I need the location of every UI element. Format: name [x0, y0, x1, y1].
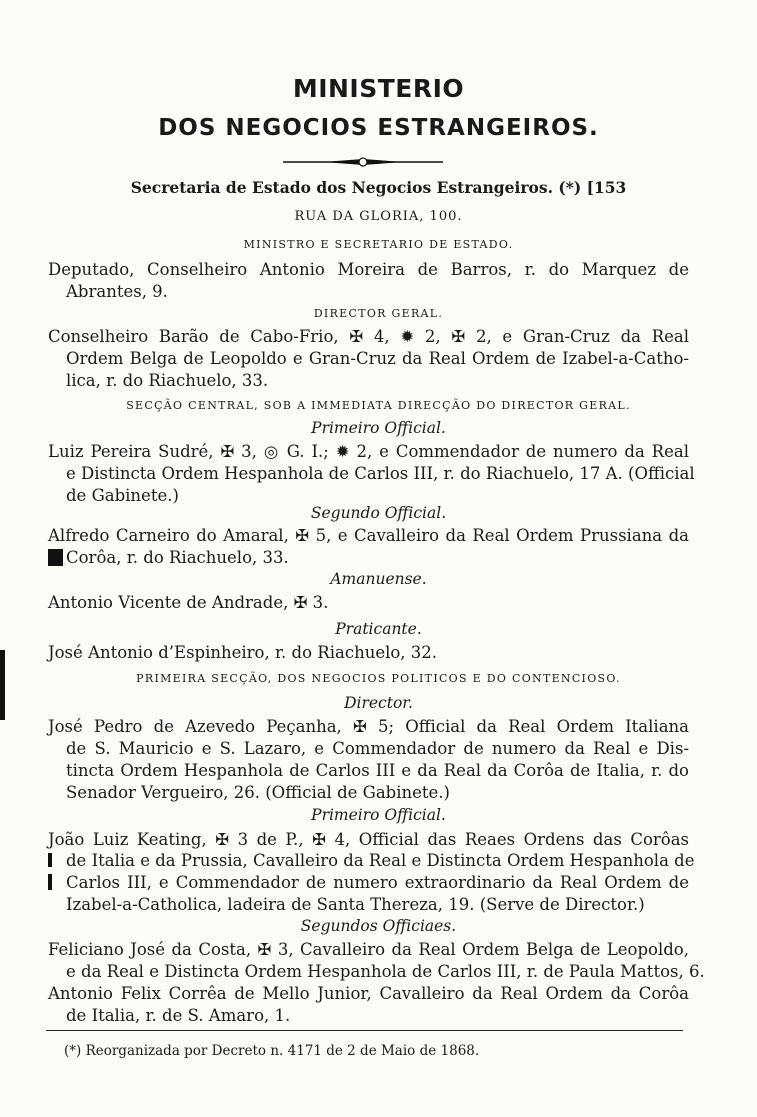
keating-line: Carlos III, e Commendador de numero extraordinario da Real Ordem de [66, 873, 689, 892]
page-subtitle: DOS NEGOCIOS ESTRANGEIROS. [158, 115, 599, 141]
costa-line: e da Real e Distincta Ordem Hespanhola de Carlos III, r. de Paula Mattos, 6. [66, 962, 705, 981]
footnote-divider [46, 1030, 683, 1031]
ornamental-rule-icon [283, 155, 443, 169]
amanuense-heading: Amanuense. [330, 570, 427, 588]
costa-line: Feliciano José da Costa, ✠ 3, Cavalleiro da Real Ordem Belga de Leopoldo, [48, 940, 689, 959]
andrade-line: Antonio Vicente de Andrade, ✠ 3. [48, 593, 329, 612]
director-heading: Director. [344, 694, 413, 712]
margin-mark-icon [48, 874, 52, 890]
central-section-heading: SECÇÃO CENTRAL, SOB A IMMEDIATA DIRECÇÃO DO DIRECTOR GERAL. [126, 399, 631, 412]
segundos-officiaes-heading: Segundos Officiaes. [300, 917, 457, 935]
director-general-line: lica, r. do Riachuelo, 33. [66, 371, 269, 390]
sudre-line: e Distincta Ordem Hespanhola de Carlos III, r. do Riachuelo, 17 A. (Official [66, 464, 695, 483]
amaral-line: Alfredo Carneiro do Amaral, ✠ 5, e Cavalleiro da Real Ordem Prussiana da [48, 526, 689, 545]
primeiro-official-heading: Primeiro Official. [311, 806, 446, 824]
espinheiro-line: José Antonio d’Espinheiro, r. do Riachuelo, 32. [48, 643, 438, 662]
keating-line: de Italia e da Prussia, Cavalleiro da Real e Distincta Ordem Hespanhola de [66, 851, 695, 870]
office-address: RUA DA GLORIA, 100. [294, 209, 463, 224]
office-heading: Secretaria de Estado dos Negocios Estrangeiros. (*) [153 [130, 178, 627, 197]
director-general-line: Conselheiro Barão de Cabo-Frio, ✠ 4, ✹ 2, ✠ 2, e Gran-Cruz da Real [48, 327, 689, 346]
first-section-heading: PRIMEIRA SECÇÃO, DOS NEGOCIOS POLITICOS E DO CONTENCIOSO. [136, 672, 621, 685]
primeiro-official-heading: Primeiro Official. [311, 419, 446, 437]
ink-blot-icon [48, 549, 63, 566]
praticante-heading: Praticante. [335, 620, 422, 638]
pecanha-line: tincta Ordem Hespanhola de Carlos III e da Real da Corôa de Italia, r. do [66, 761, 689, 780]
pecanha-line: Senador Vergueiro, 26. (Official de Gabinete.) [66, 783, 450, 802]
minister-line: Abrantes, 9. [66, 282, 168, 301]
keating-line: João Luiz Keating, ✠ 3 de P., ✠ 4, Official das Reaes Ordens das Corôas [48, 830, 689, 849]
director-general-line: Ordem Belga de Leopoldo e Gran-Cruz da Real Ordem de Izabel-a-Catho- [66, 349, 689, 368]
keating-line: Izabel-a-Catholica, ladeira de Santa Thereza, 19. (Serve de Director.) [66, 895, 645, 914]
minister-line: Deputado, Conselheiro Antonio Moreira de Barros, r. do Marquez de [48, 260, 689, 279]
amaral-line: Corôa, r. do Riachuelo, 33. [66, 548, 289, 567]
minister-heading: MINISTRO E SECRETARIO DE ESTADO. [243, 238, 514, 251]
pecanha-line: de S. Mauricio e S. Lazaro, e Commendador de numero da Real e Dis- [66, 739, 689, 758]
sudre-line: de Gabinete.) [66, 486, 179, 505]
footnote: (*) Reorganizada por Decreto n. 4171 de 2 de Maio de 1868. [64, 1043, 480, 1059]
director-general-heading: DIRECTOR GERAL. [313, 307, 444, 320]
segundo-official-heading: Segundo Official. [310, 504, 447, 522]
junior-line: de Italia, r. de S. Amaro, 1. [66, 1006, 291, 1025]
margin-mark-icon [48, 853, 52, 867]
page-title: MINISTERIO [292, 74, 465, 103]
sudre-line: Luiz Pereira Sudré, ✠ 3, ◎ G. I.; ✹ 2, e Commendador de numero da Real [48, 442, 689, 461]
page-edge-mark-icon [0, 650, 5, 720]
pecanha-line: José Pedro de Azevedo Peçanha, ✠ 5; Official da Real Ordem Italiana [48, 717, 689, 736]
junior-line: Antonio Felix Corrêa de Mello Junior, Cavalleiro da Real Ordem da Corôa [48, 984, 689, 1003]
